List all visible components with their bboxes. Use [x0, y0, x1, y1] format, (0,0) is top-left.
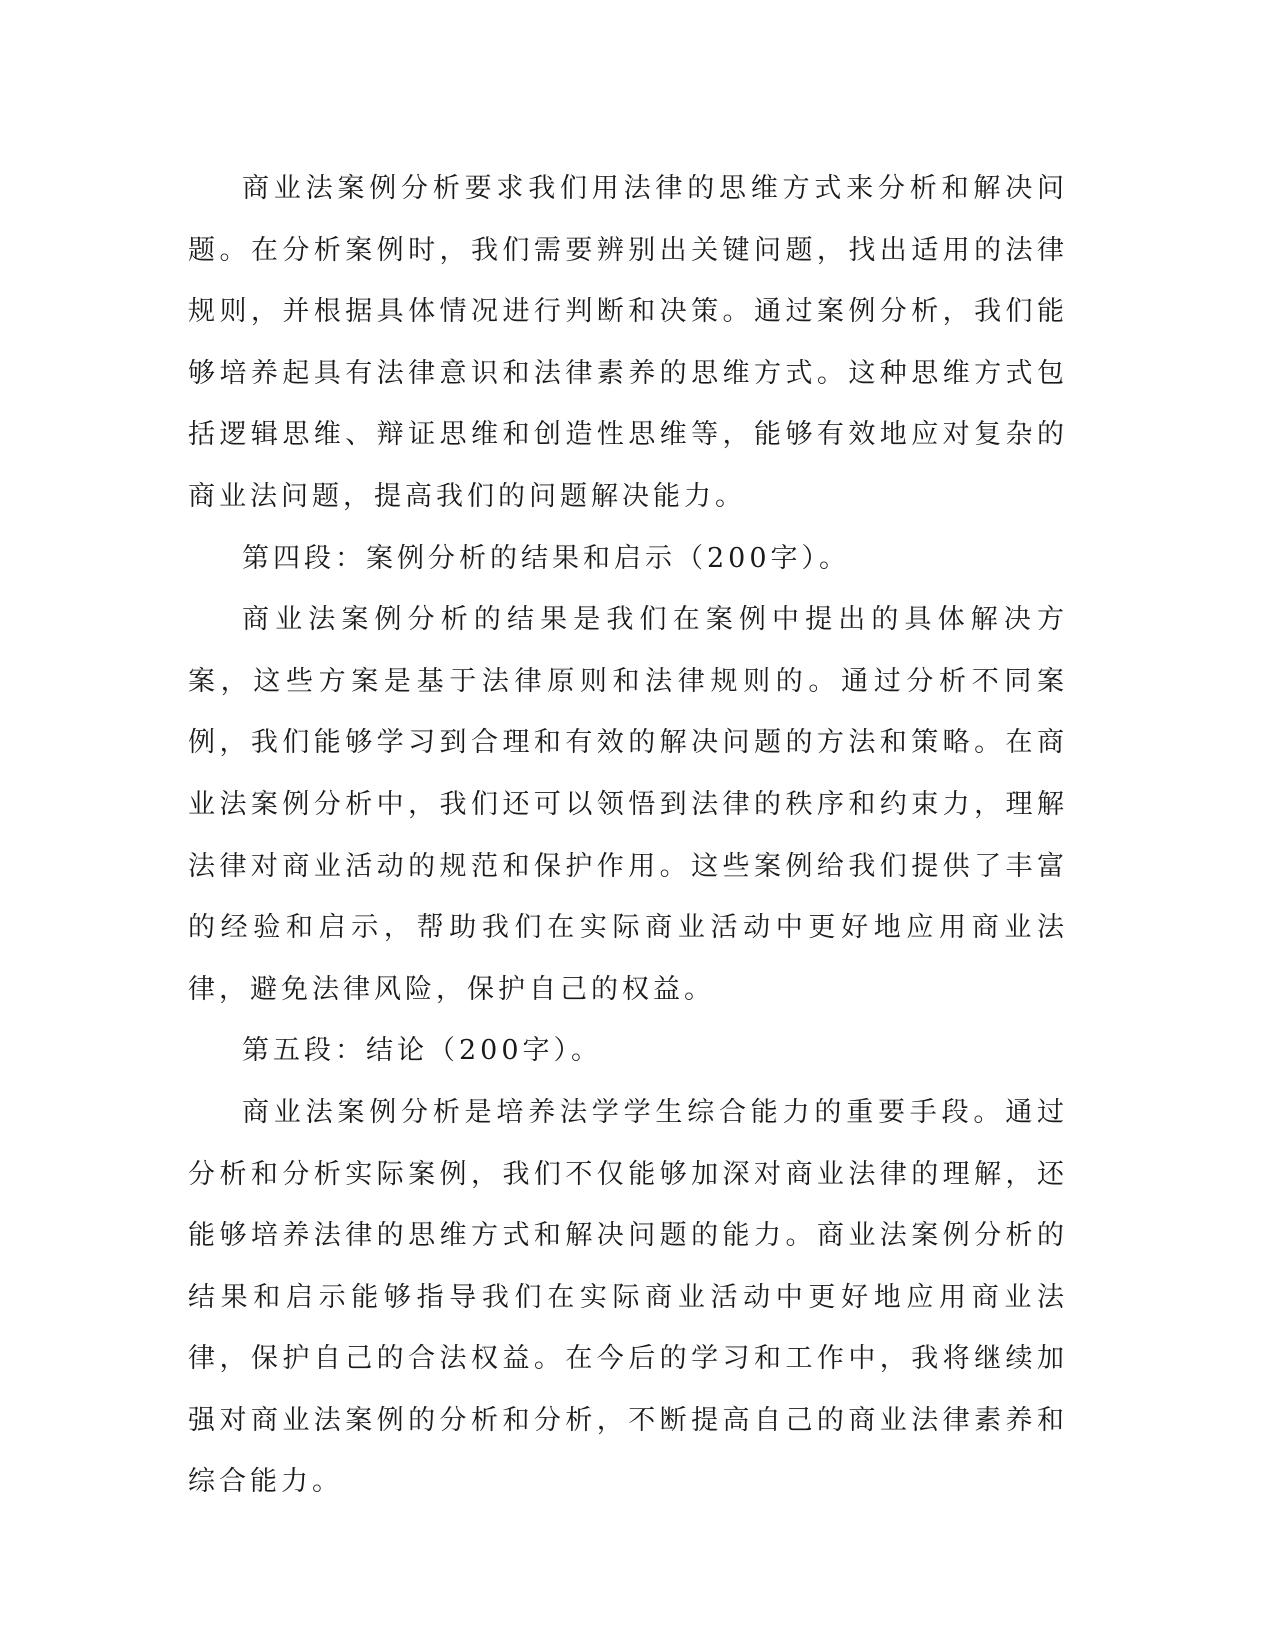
- section-heading-4: 第四段：案例分析的结果和启示（200字）。: [242, 542, 851, 574]
- document-body: [188, 158, 1068, 1513]
- paragraph-conclusion: 商业法案例分析是培养法学学生综合能力的重要手段。通过分析和分析实际案例，我们不仅能够加深对商业法律的理解，还能够培养法律的思维方式和解决问题的能力。商业法案例分析的结果和启示能够指导我们在实际商业活动中更好地应用商业法律，保护自己的合法权益。在今后的学习和工作中，我将继续加强对商业法案例的分析和分析，不断提高自己的商业法律素养和综合能力。: [188, 1096, 1068, 1498]
- paragraph-results-insights: 商业法案例分析的结果是我们在案例中提出的具体解决方案，这些方案是基于法律原则和法律规则的。通过分析不同案例，我们能够学习到合理和有效的解决问题的方法和策略。在商业法案例分析中，我们还可以领悟到法律的秩序和约束力，理解法律对商业活动的规范和保护作用。这些案例给我们提供了丰富的经验和启示，帮助我们在实际商业活动中更好地应用商业法律，避免法律风险，保护自己的权益。: [188, 604, 1068, 1005]
- section-heading-5: 第五段：结论（200字）。: [242, 1035, 603, 1067]
- paragraph-thinking-method: 商业法案例分析要求我们用法律的思维方式来分析和解决问题。在分析案例时，我们需要辨别出关键问题，找出适用的法律规则，并根据具体情况进行判断和决策。通过案例分析，我们能够培养起具有法律意识和法律素养的思维方式。这种思维方式包括逻辑思维、辩证思维和创造性思维等，能够有效地应对复杂的商业法问题，提高我们的问题解决能力。: [188, 173, 1068, 512]
